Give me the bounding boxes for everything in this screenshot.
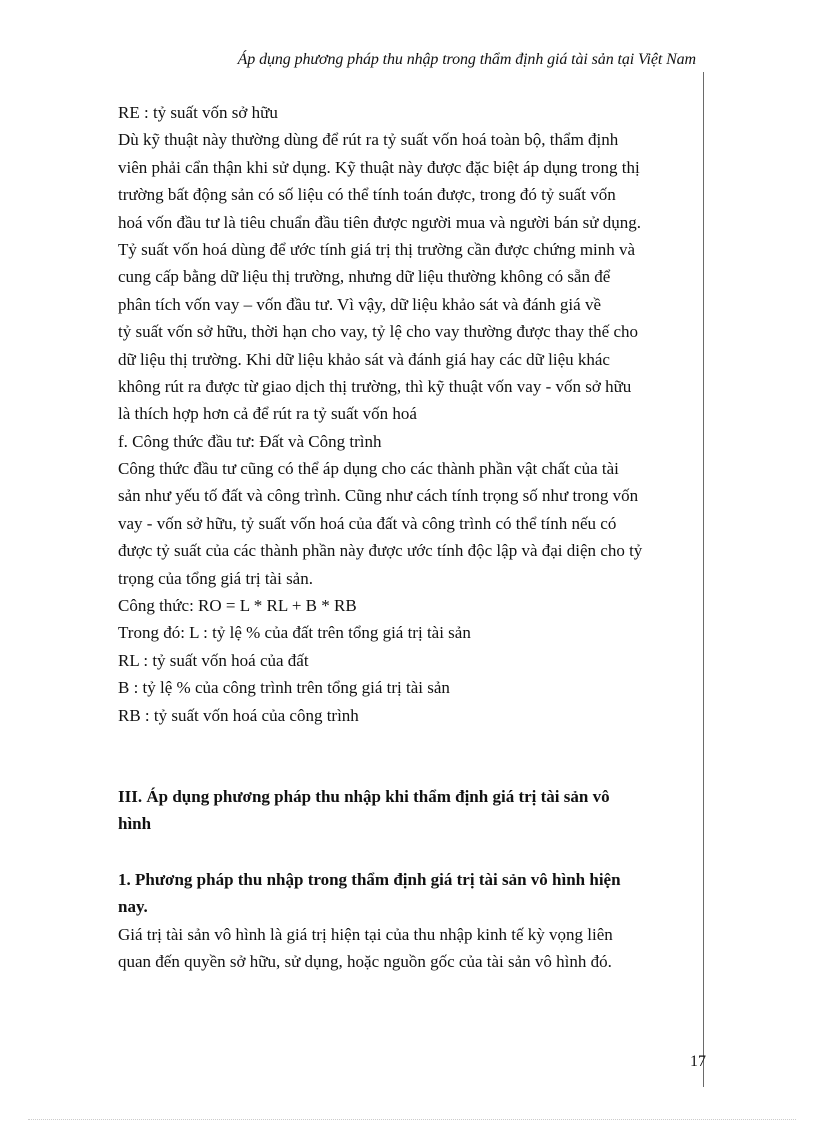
text-line: RB : tỷ suất vốn hoá của công trình [118, 705, 359, 725]
page-number: 17 [690, 1053, 706, 1070]
text-line: sản như yếu tố đất và công trình. Cũng như cách tính trọng số như trong vốn [118, 486, 639, 506]
text-line: RE : tỷ suất vốn sở hữu [118, 103, 278, 122]
text-line: f. Công thức đầu tư: Đất và Công trình [118, 431, 382, 451]
text-line: là thích hợp hơn cả để rút ra tỷ suất vốn hoá [118, 404, 417, 424]
text-line: viên phải cẩn thận khi sử dụng. Kỹ thuật này được đặc biệt áp dụng trong thị [118, 157, 640, 177]
text-line: trọng của tổng giá trị tài sản. [118, 568, 313, 588]
text-line: Tỷ suất vốn hoá dùng để ước tính giá trị thị trường cần được chứng minh và [118, 239, 636, 259]
text-line: Dù kỹ thuật này thường dùng để rút ra tỷ suất vốn hoá toàn bộ, thẩm định [118, 130, 619, 150]
heading-line: hình [118, 814, 152, 834]
paragraph-block-b [118, 921, 702, 976]
section-heading-3 [118, 783, 702, 838]
document-body [118, 99, 702, 975]
text-line: được tỷ suất của các thành phần này được ước tính độc lập và đại diện cho tỷ [118, 541, 643, 561]
page-border-rule [703, 72, 704, 1087]
text-line: dữ liệu thị trường. Khi dữ liệu khảo sát và đánh giá hay các dữ liệu khác [118, 349, 610, 369]
text-line: không rút ra được từ giao dịch thị trường, thì kỹ thuật vốn vay - vốn sở hữu [118, 376, 632, 396]
text-line: cung cấp bằng dữ liệu thị trường, nhưng dữ liệu thường không có sẵn để [118, 267, 611, 287]
section-spacer [118, 729, 702, 783]
heading-line: nay. [118, 897, 148, 917]
section-heading-3-1 [118, 866, 702, 921]
formula-line: Công thức: RO = L * RL + B * RB [118, 596, 357, 616]
paragraph-block-a [118, 99, 702, 729]
running-header: Áp dụng phương pháp thu nhập trong thẩm định giá tài sản tại Việt Nam [237, 51, 696, 68]
text-line: quan đến quyền sở hữu, sử dụng, hoặc nguồn gốc của tài sản vô hình đó. [118, 951, 612, 971]
heading-line: 1. Phương pháp thu nhập trong thẩm định giá trị tài sản vô hình hiện [118, 869, 621, 889]
page-bottom-edge [28, 1119, 796, 1120]
text-line: B : tỷ lệ % của công trình trên tổng giá trị tài sản [118, 678, 450, 698]
text-line: Giá trị tài sản vô hình là giá trị hiện tại của thu nhập kinh tế kỳ vọng liên [118, 924, 613, 944]
text-line: RL : tỷ suất vốn hoá của đất [118, 650, 309, 670]
text-line: tỷ suất vốn sở hữu, thời hạn cho vay, tỷ lệ cho vay thường được thay thế cho [118, 322, 638, 342]
text-line: trường bất động sản có số liệu có thể tính toán được, trong đó tỷ suất vốn [118, 185, 616, 205]
text-line: vay - vốn sở hữu, tỷ suất vốn hoá của đất và công trình có thể tính nếu có [118, 513, 617, 533]
text-line: Trong đó: L : tỷ lệ % của đất trên tổng giá trị tài sản [118, 623, 471, 643]
text-line: hoá vốn đầu tư là tiêu chuẩn đầu tiên được người mua và người bán sử dụng. [118, 212, 641, 232]
text-line: Công thức đầu tư cũng có thể áp dụng cho các thành phần vật chất của tài [118, 459, 619, 479]
section-spacer [118, 838, 702, 866]
text-line: phân tích vốn vay – vốn đầu tư. Vì vậy, dữ liệu khảo sát và đánh giá về [118, 294, 601, 314]
heading-line: III. Áp dụng phương pháp thu nhập khi thẩm định giá trị tài sản vô [118, 786, 610, 806]
